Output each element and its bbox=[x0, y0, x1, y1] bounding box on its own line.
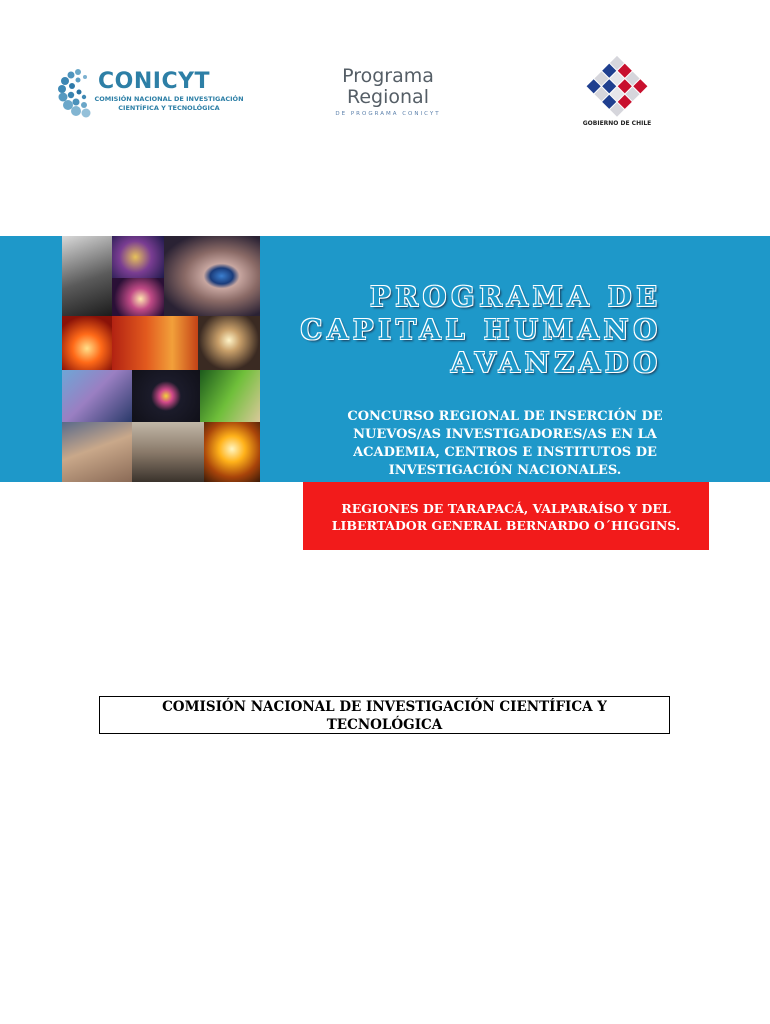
collage-tile-eye bbox=[164, 236, 260, 316]
collage-tile-fire bbox=[62, 316, 112, 370]
program-title bbox=[282, 281, 662, 380]
conicyt-subtitle-line2: CIENTÍFICA Y TECNOLÓGICA bbox=[118, 104, 220, 112]
contest-subtitle-line: INVESTIGACIÓN NACIONALES. bbox=[388, 463, 622, 478]
contest-subtitle-line: ACADEMIA, CENTROS E INSTITUTOS DE bbox=[353, 445, 657, 460]
collage-tile-einstein bbox=[62, 236, 112, 316]
collage-tile-pattern bbox=[132, 370, 200, 422]
conicyt-subtitle-line1: COMISIÓN NACIONAL DE INVESTIGACIÓN bbox=[94, 95, 244, 103]
gobierno-de-chile-logo bbox=[576, 56, 658, 132]
programa-regional-line2: Regional bbox=[347, 86, 429, 108]
collage-tile-circuit bbox=[112, 236, 164, 278]
commission-line: COMISIÓN NACIONAL DE INVESTIGACIÓN CIENTÍFICA Y bbox=[162, 699, 607, 715]
program-title-line: PROGRAMA DE bbox=[370, 282, 662, 313]
collage-tile-sculpture bbox=[62, 422, 132, 482]
commission-line: TECNOLÓGICA bbox=[326, 717, 443, 733]
regions-box bbox=[303, 482, 709, 550]
chile-emblem-icon bbox=[576, 56, 658, 118]
conicyt-wordmark: CONICYT bbox=[98, 69, 211, 94]
conicyt-subtitle bbox=[94, 95, 244, 113]
regions-line: LIBERTADOR GENERAL BERNARDO O´HIGGINS. bbox=[331, 518, 681, 533]
programa-regional-logo bbox=[322, 66, 454, 124]
contest-subtitle-line: NUEVOS/AS INVESTIGADORES/AS EN LA bbox=[353, 427, 657, 442]
programa-regional-tagline: DE PROGRAMA CONICYT bbox=[335, 111, 441, 117]
collage-tile-galaxy bbox=[112, 278, 164, 316]
program-title-line: CAPITAL HUMANO bbox=[300, 315, 662, 346]
contest-subtitle bbox=[300, 408, 710, 480]
programa-regional-line1: Programa bbox=[342, 65, 434, 87]
photo-collage bbox=[62, 236, 260, 482]
conicyt-logo bbox=[56, 66, 242, 118]
gobierno-label: GOBIERNO DE CHILE bbox=[582, 120, 652, 127]
collage-tile-structure bbox=[62, 370, 132, 422]
collage-tile-mining-truck bbox=[132, 422, 204, 482]
collage-tile-lightbulb bbox=[204, 422, 260, 482]
regions-line: REGIONES DE TARAPACÁ, VALPARAÍSO Y DEL bbox=[341, 501, 671, 516]
contest-subtitle-line: CONCURSO REGIONAL DE INSERCIÓN DE bbox=[347, 409, 663, 424]
collage-tile-leaf bbox=[200, 370, 260, 422]
collage-tile-evolution bbox=[112, 316, 198, 370]
collage-tile-hands-light bbox=[198, 316, 260, 370]
program-title-line: AVANZADO bbox=[450, 348, 662, 379]
commission-box bbox=[99, 696, 670, 734]
